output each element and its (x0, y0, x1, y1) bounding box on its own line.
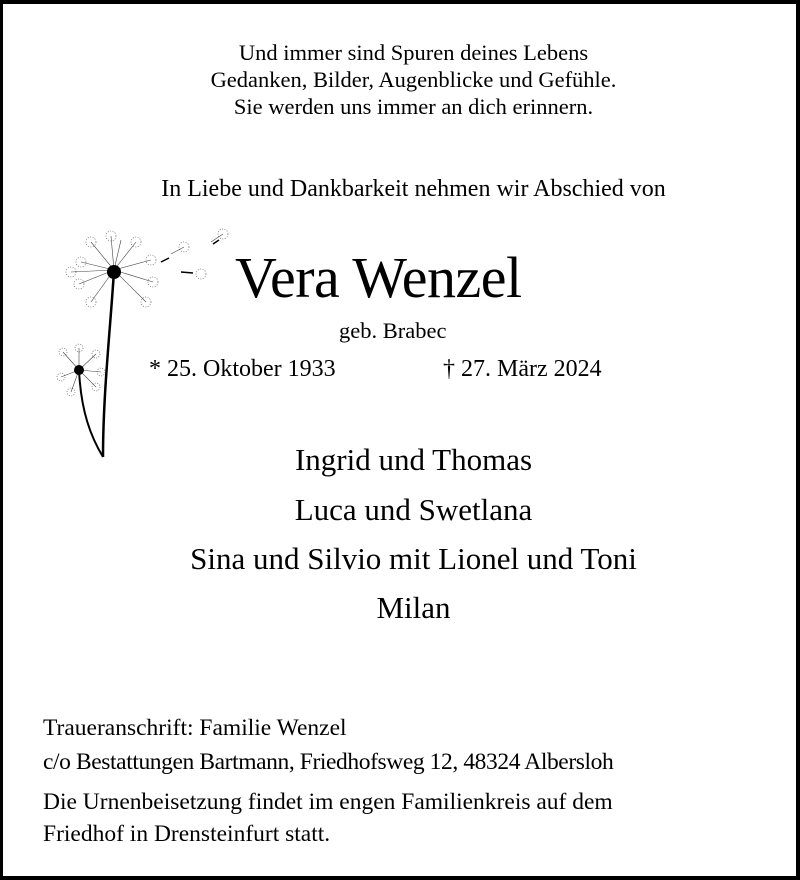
maiden-name: geb. Brabec (339, 318, 447, 343)
burial-note: Die Urnenbeisetzung findet im engen Familienkreis auf dem (43, 789, 613, 815)
mourning-address: Traueranschrift: Familie Wenzel (43, 715, 347, 741)
poem (31, 39, 796, 120)
dandelion-icon (51, 222, 241, 467)
family-line: Sina und Silvio mit Lionel und Toni (190, 541, 637, 576)
poem-line: Und immer sind Spuren deines Lebens (238, 40, 589, 65)
burial-note-line2: Friedhof in Drensteinfurt statt. (43, 821, 331, 847)
poem-line: Gedanken, Bilder, Augenblicke und Gefühle. (210, 67, 617, 92)
birth-date: * 25. Oktober 1933 (149, 356, 336, 382)
family-line: Luca und Swetlana (294, 492, 533, 527)
deceased-name: Vera Wenzel (235, 245, 522, 310)
death-date: † 27. März 2024 (443, 356, 602, 382)
mourning-address-line2: c/o Bestattungen Bartmann, Friedhofsweg 12, 48324 Albersloh (43, 749, 614, 775)
family-line: Milan (376, 590, 451, 625)
family-line: Ingrid und Thomas (294, 442, 533, 477)
intro-text: In Liebe und Dankbarkeit nehmen wir Abschied von (161, 176, 666, 202)
poem-line: Sie werden uns immer an dich erinnern. (233, 94, 594, 119)
